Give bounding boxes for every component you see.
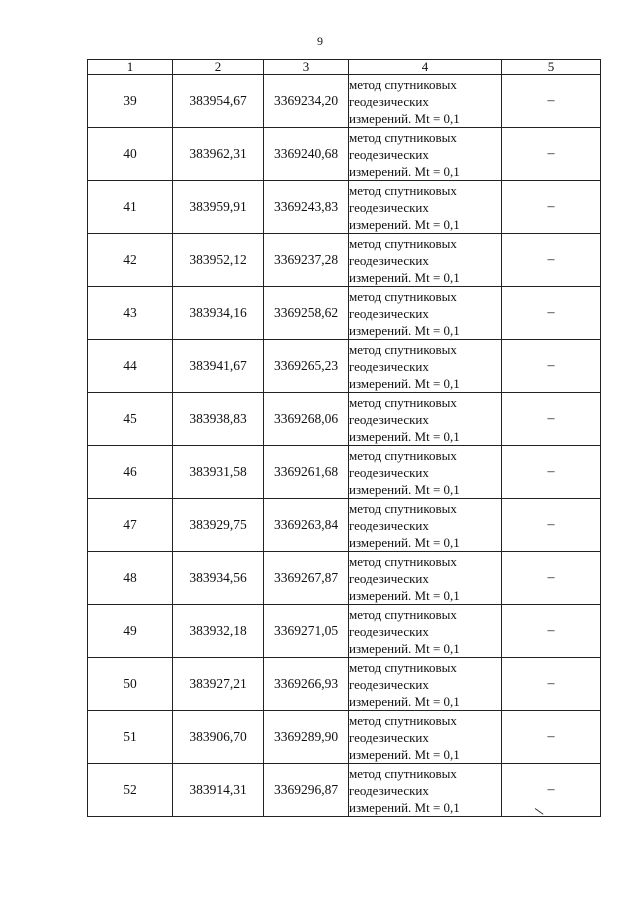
method-cell <box>349 552 502 605</box>
table-row <box>88 287 601 340</box>
column-header: 4 <box>349 60 502 75</box>
point-number-cell: 40 <box>88 128 173 181</box>
x-coordinate-cell: 383941,67 <box>173 340 264 393</box>
method-text-line: геодезических <box>349 464 429 480</box>
point-number-cell: 50 <box>88 658 173 711</box>
point-number-cell: 41 <box>88 181 173 234</box>
x-coordinate-cell: 383959,91 <box>173 181 264 234</box>
column-header: 2 <box>173 60 264 75</box>
method-text-line: измерений. Mt = 0,1 <box>349 534 460 550</box>
method-cell <box>349 393 502 446</box>
method-text-line: измерений. Mt = 0,1 <box>349 110 460 126</box>
method-text-line: измерений. Mt = 0,1 <box>349 322 460 338</box>
point-number-cell: 51 <box>88 711 173 764</box>
table-header-row <box>88 60 601 75</box>
table-row <box>88 499 601 552</box>
x-coordinate-cell: 383929,75 <box>173 499 264 552</box>
y-coordinate-cell: 3369240,68 <box>264 128 349 181</box>
note-cell: – <box>502 658 601 711</box>
method-cell <box>349 658 502 711</box>
method-text-line: метод спутниковых <box>349 76 457 92</box>
point-number-cell: 52 <box>88 764 173 817</box>
note-cell: – <box>502 499 601 552</box>
method-text-line: измерений. Mt = 0,1 <box>349 428 460 444</box>
y-coordinate-cell: 3369296,87 <box>264 764 349 817</box>
note-cell: – <box>502 75 601 128</box>
x-coordinate-cell: 383906,70 <box>173 711 264 764</box>
point-number-cell: 44 <box>88 340 173 393</box>
method-text-line: геодезических <box>349 782 429 798</box>
method-text-line: метод спутниковых <box>349 765 457 781</box>
method-text-line: геодезических <box>349 729 429 745</box>
note-cell: – <box>502 393 601 446</box>
y-coordinate-cell: 3369266,93 <box>264 658 349 711</box>
point-number-cell: 46 <box>88 446 173 499</box>
method-text-line: геодезических <box>349 411 429 427</box>
point-number-cell: 39 <box>88 75 173 128</box>
method-text-line: метод спутниковых <box>349 235 457 251</box>
note-cell: – <box>502 128 601 181</box>
table-row <box>88 658 601 711</box>
method-cell <box>349 75 502 128</box>
x-coordinate-cell: 383931,58 <box>173 446 264 499</box>
y-coordinate-cell: 3369271,05 <box>264 605 349 658</box>
method-cell <box>349 446 502 499</box>
method-text-line: метод спутниковых <box>349 606 457 622</box>
note-cell: – <box>502 605 601 658</box>
method-text-line: метод спутниковых <box>349 182 457 198</box>
y-coordinate-cell: 3369237,28 <box>264 234 349 287</box>
x-coordinate-cell: 383932,18 <box>173 605 264 658</box>
note-cell: – <box>502 552 601 605</box>
y-coordinate-cell: 3369261,68 <box>264 446 349 499</box>
note-cell: – <box>502 287 601 340</box>
note-cell: – <box>502 234 601 287</box>
method-text-line: метод спутниковых <box>349 712 457 728</box>
y-coordinate-cell: 3369268,06 <box>264 393 349 446</box>
y-coordinate-cell: 3369243,83 <box>264 181 349 234</box>
table-row <box>88 181 601 234</box>
column-header: 5 <box>502 60 601 75</box>
method-text-line: измерений. Mt = 0,1 <box>349 640 460 656</box>
method-text-line: измерений. Mt = 0,1 <box>349 481 460 497</box>
x-coordinate-cell: 383962,31 <box>173 128 264 181</box>
method-text-line: геодезических <box>349 305 429 321</box>
method-cell <box>349 128 502 181</box>
x-coordinate-cell: 383927,21 <box>173 658 264 711</box>
note-cell: – <box>502 711 601 764</box>
method-cell <box>349 340 502 393</box>
method-text-line: измерений. Mt = 0,1 <box>349 216 460 232</box>
method-cell <box>349 764 502 817</box>
note-cell: – <box>502 181 601 234</box>
column-header: 3 <box>264 60 349 75</box>
y-coordinate-cell: 3369265,23 <box>264 340 349 393</box>
table-row <box>88 340 601 393</box>
table-row <box>88 234 601 287</box>
method-text-line: геодезических <box>349 623 429 639</box>
note-cell: – <box>502 764 601 817</box>
x-coordinate-cell: 383934,16 <box>173 287 264 340</box>
method-text-line: метод спутниковых <box>349 447 457 463</box>
method-text-line: геодезических <box>349 676 429 692</box>
method-text-line: измерений. Mt = 0,1 <box>349 693 460 709</box>
table-row <box>88 446 601 499</box>
table-row <box>88 605 601 658</box>
method-cell <box>349 287 502 340</box>
method-text-line: метод спутниковых <box>349 500 457 516</box>
y-coordinate-cell: 3369267,87 <box>264 552 349 605</box>
note-cell: – <box>502 446 601 499</box>
method-text-line: метод спутниковых <box>349 129 457 145</box>
x-coordinate-cell: 383914,31 <box>173 764 264 817</box>
method-text-line: измерений. Mt = 0,1 <box>349 375 460 391</box>
method-text-line: метод спутниковых <box>349 394 457 410</box>
x-coordinate-cell: 383954,67 <box>173 75 264 128</box>
x-coordinate-cell: 383938,83 <box>173 393 264 446</box>
method-text-line: измерений. Mt = 0,1 <box>349 746 460 762</box>
table-row <box>88 764 601 817</box>
x-coordinate-cell: 383934,56 <box>173 552 264 605</box>
method-text-line: метод спутниковых <box>349 659 457 675</box>
method-text-line: геодезических <box>349 252 429 268</box>
method-text-line: метод спутниковых <box>349 553 457 569</box>
y-coordinate-cell: 3369258,62 <box>264 287 349 340</box>
point-number-cell: 42 <box>88 234 173 287</box>
method-text-line: геодезических <box>349 517 429 533</box>
method-text-line: измерений. Mt = 0,1 <box>349 163 460 179</box>
method-cell <box>349 605 502 658</box>
table-row <box>88 711 601 764</box>
method-cell <box>349 499 502 552</box>
method-cell <box>349 234 502 287</box>
method-text-line: метод спутниковых <box>349 341 457 357</box>
table-row <box>88 393 601 446</box>
method-text-line: геодезических <box>349 570 429 586</box>
y-coordinate-cell: 3369289,90 <box>264 711 349 764</box>
y-coordinate-cell: 3369263,84 <box>264 499 349 552</box>
x-coordinate-cell: 383952,12 <box>173 234 264 287</box>
table-row <box>88 128 601 181</box>
method-cell <box>349 181 502 234</box>
point-number-cell: 48 <box>88 552 173 605</box>
method-text-line: измерений. Mt = 0,1 <box>349 269 460 285</box>
method-text-line: измерений. Mt = 0,1 <box>349 799 460 815</box>
table-row <box>88 75 601 128</box>
column-header: 1 <box>88 60 173 75</box>
y-coordinate-cell: 3369234,20 <box>264 75 349 128</box>
point-number-cell: 43 <box>88 287 173 340</box>
point-number-cell: 49 <box>88 605 173 658</box>
method-text-line: метод спутниковых <box>349 288 457 304</box>
method-text-line: геодезических <box>349 358 429 374</box>
note-cell: – <box>502 340 601 393</box>
table-row <box>88 552 601 605</box>
coordinates-table <box>87 59 601 817</box>
method-text-line: геодезических <box>349 146 429 162</box>
method-text-line: измерений. Mt = 0,1 <box>349 587 460 603</box>
point-number-cell: 45 <box>88 393 173 446</box>
method-text-line: геодезических <box>349 199 429 215</box>
page-number: 9 <box>317 34 323 48</box>
table-body <box>88 75 601 817</box>
method-cell <box>349 711 502 764</box>
point-number-cell: 47 <box>88 499 173 552</box>
method-text-line: геодезических <box>349 93 429 109</box>
